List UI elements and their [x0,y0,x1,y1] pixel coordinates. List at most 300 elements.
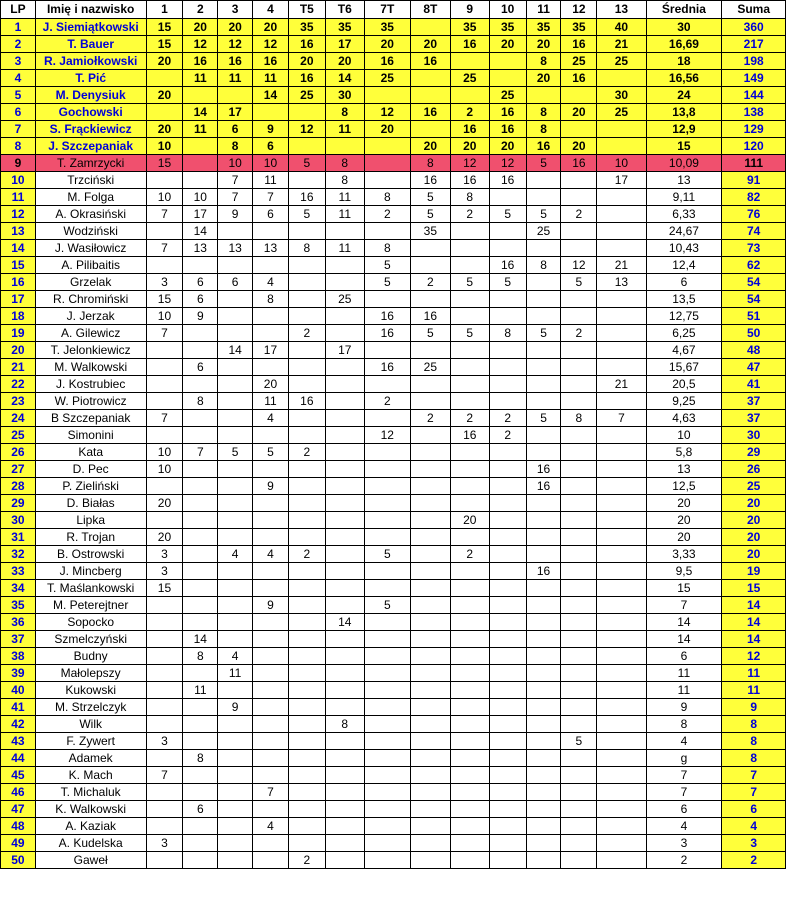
score-cell [325,852,364,869]
score-cell [450,852,489,869]
player-name-cell: Trzciński [35,172,146,189]
sum-cell: 25 [722,478,786,495]
score-cell [183,614,218,631]
score-cell: 20 [146,53,183,70]
score-cell: 8 [325,155,364,172]
table-row [1,444,786,461]
score-cell: 20 [146,529,183,546]
score-cell [450,835,489,852]
score-cell [364,631,410,648]
score-cell: 8 [364,240,410,257]
score-cell [183,597,218,614]
score-cell [218,308,253,325]
score-cell: 20 [410,36,450,53]
header-lp: LP [1,1,36,19]
score-cell [325,665,364,682]
score-cell [489,767,526,784]
score-cell [526,665,561,682]
player-name-cell: Gochowski [35,104,146,121]
score-cell [183,427,218,444]
score-cell [364,665,410,682]
score-cell [253,801,289,818]
score-cell [183,461,218,478]
score-cell: 12 [489,155,526,172]
score-cell: 2 [288,444,325,461]
score-cell: 16 [561,36,597,53]
score-cell [325,427,364,444]
score-cell [288,427,325,444]
score-cell [325,325,364,342]
score-cell: 17 [218,104,253,121]
score-cell: 8 [526,257,561,274]
sum-cell: 217 [722,36,786,53]
sum-cell: 8 [722,716,786,733]
sum-cell: 138 [722,104,786,121]
score-cell [489,393,526,410]
score-cell [526,682,561,699]
score-cell: 16 [450,427,489,444]
score-cell [410,240,450,257]
average-cell: 16,69 [646,36,722,53]
score-cell [218,852,253,869]
score-cell [325,699,364,716]
score-cell [253,580,289,597]
score-cell: 16 [489,104,526,121]
score-cell [410,614,450,631]
score-cell: 16 [288,70,325,87]
score-cell: 11 [253,70,289,87]
table-row [1,818,786,835]
rank-cell: 10 [1,172,36,189]
score-cell: 9 [253,597,289,614]
player-name-cell: Gaweł [35,852,146,869]
sum-cell: 50 [722,325,786,342]
score-cell: 8 [325,716,364,733]
score-cell: 20 [561,138,597,155]
header-round-1: 1 [146,1,183,19]
score-cell [597,393,646,410]
score-cell [410,19,450,36]
sum-cell: 37 [722,393,786,410]
score-cell [450,767,489,784]
rank-cell: 15 [1,257,36,274]
score-cell: 2 [364,393,410,410]
table-row [1,461,786,478]
score-cell [364,495,410,512]
score-cell [288,665,325,682]
score-cell [325,529,364,546]
average-cell: g [646,750,722,767]
score-cell: 10 [597,155,646,172]
score-cell [410,495,450,512]
score-cell [450,444,489,461]
score-cell: 4 [253,546,289,563]
score-cell [146,257,183,274]
player-name-cell: R. Trojan [35,529,146,546]
score-cell: 16 [364,325,410,342]
score-cell [526,376,561,393]
player-name-cell: T. Jelonkiewicz [35,342,146,359]
score-cell: 10 [146,138,183,155]
score-cell [410,342,450,359]
score-cell [325,580,364,597]
average-cell: 6,25 [646,325,722,342]
score-cell [325,393,364,410]
score-cell: 5 [410,206,450,223]
score-cell: 10 [146,461,183,478]
player-name-cell: F. Zywert [35,733,146,750]
score-cell [597,852,646,869]
score-cell [526,801,561,818]
score-cell [526,767,561,784]
score-cell: 8 [561,410,597,427]
score-cell: 40 [597,19,646,36]
score-cell [410,121,450,138]
score-cell [183,665,218,682]
score-cell [489,189,526,206]
score-cell [489,376,526,393]
average-cell: 13 [646,461,722,478]
score-cell [489,70,526,87]
score-cell [253,308,289,325]
score-cell [183,767,218,784]
score-cell [253,852,289,869]
rank-cell: 25 [1,427,36,444]
table-row [1,172,786,189]
average-cell: 12,4 [646,257,722,274]
score-cell [253,427,289,444]
score-cell [146,648,183,665]
score-cell: 7 [146,240,183,257]
score-cell [325,461,364,478]
score-cell [218,410,253,427]
score-cell [364,444,410,461]
score-cell: 6 [253,206,289,223]
score-cell [489,733,526,750]
score-cell: 21 [597,36,646,53]
sum-cell: 82 [722,189,786,206]
score-cell [597,291,646,308]
score-cell [489,359,526,376]
score-cell: 16 [526,461,561,478]
score-cell [183,87,218,104]
average-cell: 7 [646,767,722,784]
table-row [1,835,786,852]
table-row [1,155,786,172]
score-cell [489,648,526,665]
score-cell: 20 [410,138,450,155]
rank-cell: 34 [1,580,36,597]
score-cell [288,784,325,801]
table-row [1,257,786,274]
rank-cell: 20 [1,342,36,359]
score-cell [489,478,526,495]
score-cell [489,682,526,699]
score-cell [146,682,183,699]
score-cell [325,631,364,648]
score-cell [526,444,561,461]
score-cell [597,835,646,852]
score-cell: 14 [253,87,289,104]
score-cell: 5 [218,444,253,461]
score-cell [489,342,526,359]
score-cell [218,750,253,767]
score-cell [364,699,410,716]
score-cell [561,427,597,444]
player-name-cell: J. Mincberg [35,563,146,580]
table-row [1,189,786,206]
score-cell: 15 [146,580,183,597]
rank-cell: 19 [1,325,36,342]
sum-cell: 6 [722,801,786,818]
score-cell: 14 [183,104,218,121]
average-cell: 7 [646,784,722,801]
score-cell [597,325,646,342]
sum-cell: 4 [722,818,786,835]
score-cell [325,257,364,274]
score-cell: 11 [253,172,289,189]
score-cell [561,342,597,359]
score-cell: 25 [489,87,526,104]
rank-cell: 32 [1,546,36,563]
score-cell [253,665,289,682]
average-cell: 2 [646,852,722,869]
score-cell [325,546,364,563]
score-cell: 2 [288,852,325,869]
table-row [1,767,786,784]
score-cell [218,818,253,835]
score-cell: 7 [253,189,289,206]
table-row [1,376,786,393]
rank-cell: 12 [1,206,36,223]
average-cell: 9,11 [646,189,722,206]
score-cell [183,512,218,529]
score-cell: 8 [410,155,450,172]
score-cell [288,614,325,631]
score-cell [597,682,646,699]
rank-cell: 30 [1,512,36,529]
score-cell: 35 [410,223,450,240]
score-cell [288,342,325,359]
score-cell: 10 [183,189,218,206]
score-cell [561,682,597,699]
score-cell [288,461,325,478]
sum-cell: 26 [722,461,786,478]
rank-cell: 33 [1,563,36,580]
sum-cell: 74 [722,223,786,240]
score-cell: 2 [489,427,526,444]
rank-cell: 42 [1,716,36,733]
score-cell: 20 [450,512,489,529]
score-cell: 8 [218,138,253,155]
score-cell [597,614,646,631]
score-cell [597,495,646,512]
rank-cell: 8 [1,138,36,155]
score-cell [146,818,183,835]
average-cell: 12,9 [646,121,722,138]
score-cell [364,87,410,104]
rank-cell: 1 [1,19,36,36]
score-cell [450,614,489,631]
score-cell [597,597,646,614]
score-cell [364,648,410,665]
score-cell [597,240,646,257]
player-name-cell: D. Pec [35,461,146,478]
score-cell [253,563,289,580]
score-cell [561,240,597,257]
score-cell [288,410,325,427]
score-cell [288,138,325,155]
score-cell [183,580,218,597]
score-cell: 20 [526,36,561,53]
score-cell [489,699,526,716]
score-cell [561,478,597,495]
score-cell [288,818,325,835]
score-cell [561,563,597,580]
score-cell [450,631,489,648]
score-cell [410,70,450,87]
rank-cell: 27 [1,461,36,478]
sum-cell: 11 [722,665,786,682]
header-sum: Suma [722,1,786,19]
score-cell [364,155,410,172]
table-row [1,784,786,801]
table-row [1,648,786,665]
score-cell: 20 [450,138,489,155]
score-cell: 20 [253,376,289,393]
score-cell [325,597,364,614]
score-cell [364,563,410,580]
score-cell [364,784,410,801]
score-cell: 7 [146,410,183,427]
score-cell: 3 [146,546,183,563]
score-cell: 8 [450,189,489,206]
score-cell: 16 [288,393,325,410]
score-cell [146,359,183,376]
score-cell [450,682,489,699]
score-cell: 9 [253,121,289,138]
score-cell: 25 [561,53,597,70]
score-cell [253,359,289,376]
score-cell [450,257,489,274]
score-cell [526,359,561,376]
player-name-cell: Wodziński [35,223,146,240]
table-row [1,206,786,223]
score-cell: 6 [253,138,289,155]
rank-cell: 3 [1,53,36,70]
rank-cell: 40 [1,682,36,699]
score-cell [288,801,325,818]
sum-cell: 11 [722,682,786,699]
score-cell: 35 [561,19,597,36]
score-cell [364,801,410,818]
score-cell [218,835,253,852]
score-cell [489,818,526,835]
score-cell [410,257,450,274]
player-name-cell: K. Walkowski [35,801,146,818]
score-cell [410,665,450,682]
score-cell [489,784,526,801]
score-cell [146,631,183,648]
score-cell: 4 [253,410,289,427]
score-cell [288,716,325,733]
rank-cell: 35 [1,597,36,614]
score-cell [526,818,561,835]
table-row [1,614,786,631]
score-cell [561,495,597,512]
table-row [1,580,786,597]
score-cell [597,580,646,597]
score-cell [410,512,450,529]
score-cell [561,852,597,869]
score-cell [146,223,183,240]
score-cell: 3 [146,274,183,291]
score-cell [450,648,489,665]
score-cell: 7 [146,767,183,784]
score-cell [597,767,646,784]
score-cell: 21 [597,257,646,274]
score-cell [450,461,489,478]
score-cell [597,138,646,155]
header-round-10: 10 [489,1,526,19]
score-cell [410,529,450,546]
table-row [1,495,786,512]
score-cell: 15 [146,19,183,36]
score-cell [183,155,218,172]
score-cell: 8 [183,648,218,665]
table-row [1,223,786,240]
rank-cell: 9 [1,155,36,172]
score-cell [561,444,597,461]
score-cell [489,512,526,529]
score-cell: 20 [526,70,561,87]
score-cell [450,308,489,325]
score-cell: 5 [364,546,410,563]
score-cell [146,70,183,87]
score-cell: 5 [561,274,597,291]
player-name-cell: Budny [35,648,146,665]
score-cell: 2 [450,104,489,121]
score-cell [325,733,364,750]
score-cell [325,274,364,291]
score-cell: 20 [561,104,597,121]
score-cell: 16 [288,36,325,53]
score-cell: 5 [410,325,450,342]
score-cell [410,478,450,495]
sum-cell: 120 [722,138,786,155]
score-cell [146,376,183,393]
player-name-cell: S. Frąckiewicz [35,121,146,138]
score-cell [218,563,253,580]
score-cell [561,223,597,240]
score-cell [561,665,597,682]
score-cell [325,750,364,767]
score-cell: 5 [288,206,325,223]
score-cell [288,478,325,495]
score-cell [526,512,561,529]
score-cell: 5 [526,206,561,223]
score-cell [325,682,364,699]
score-cell [253,512,289,529]
score-cell [325,801,364,818]
sum-cell: 48 [722,342,786,359]
score-cell [561,767,597,784]
score-cell [561,359,597,376]
sum-cell: 7 [722,767,786,784]
average-cell: 4,67 [646,342,722,359]
score-cell: 25 [325,291,364,308]
score-cell [597,461,646,478]
